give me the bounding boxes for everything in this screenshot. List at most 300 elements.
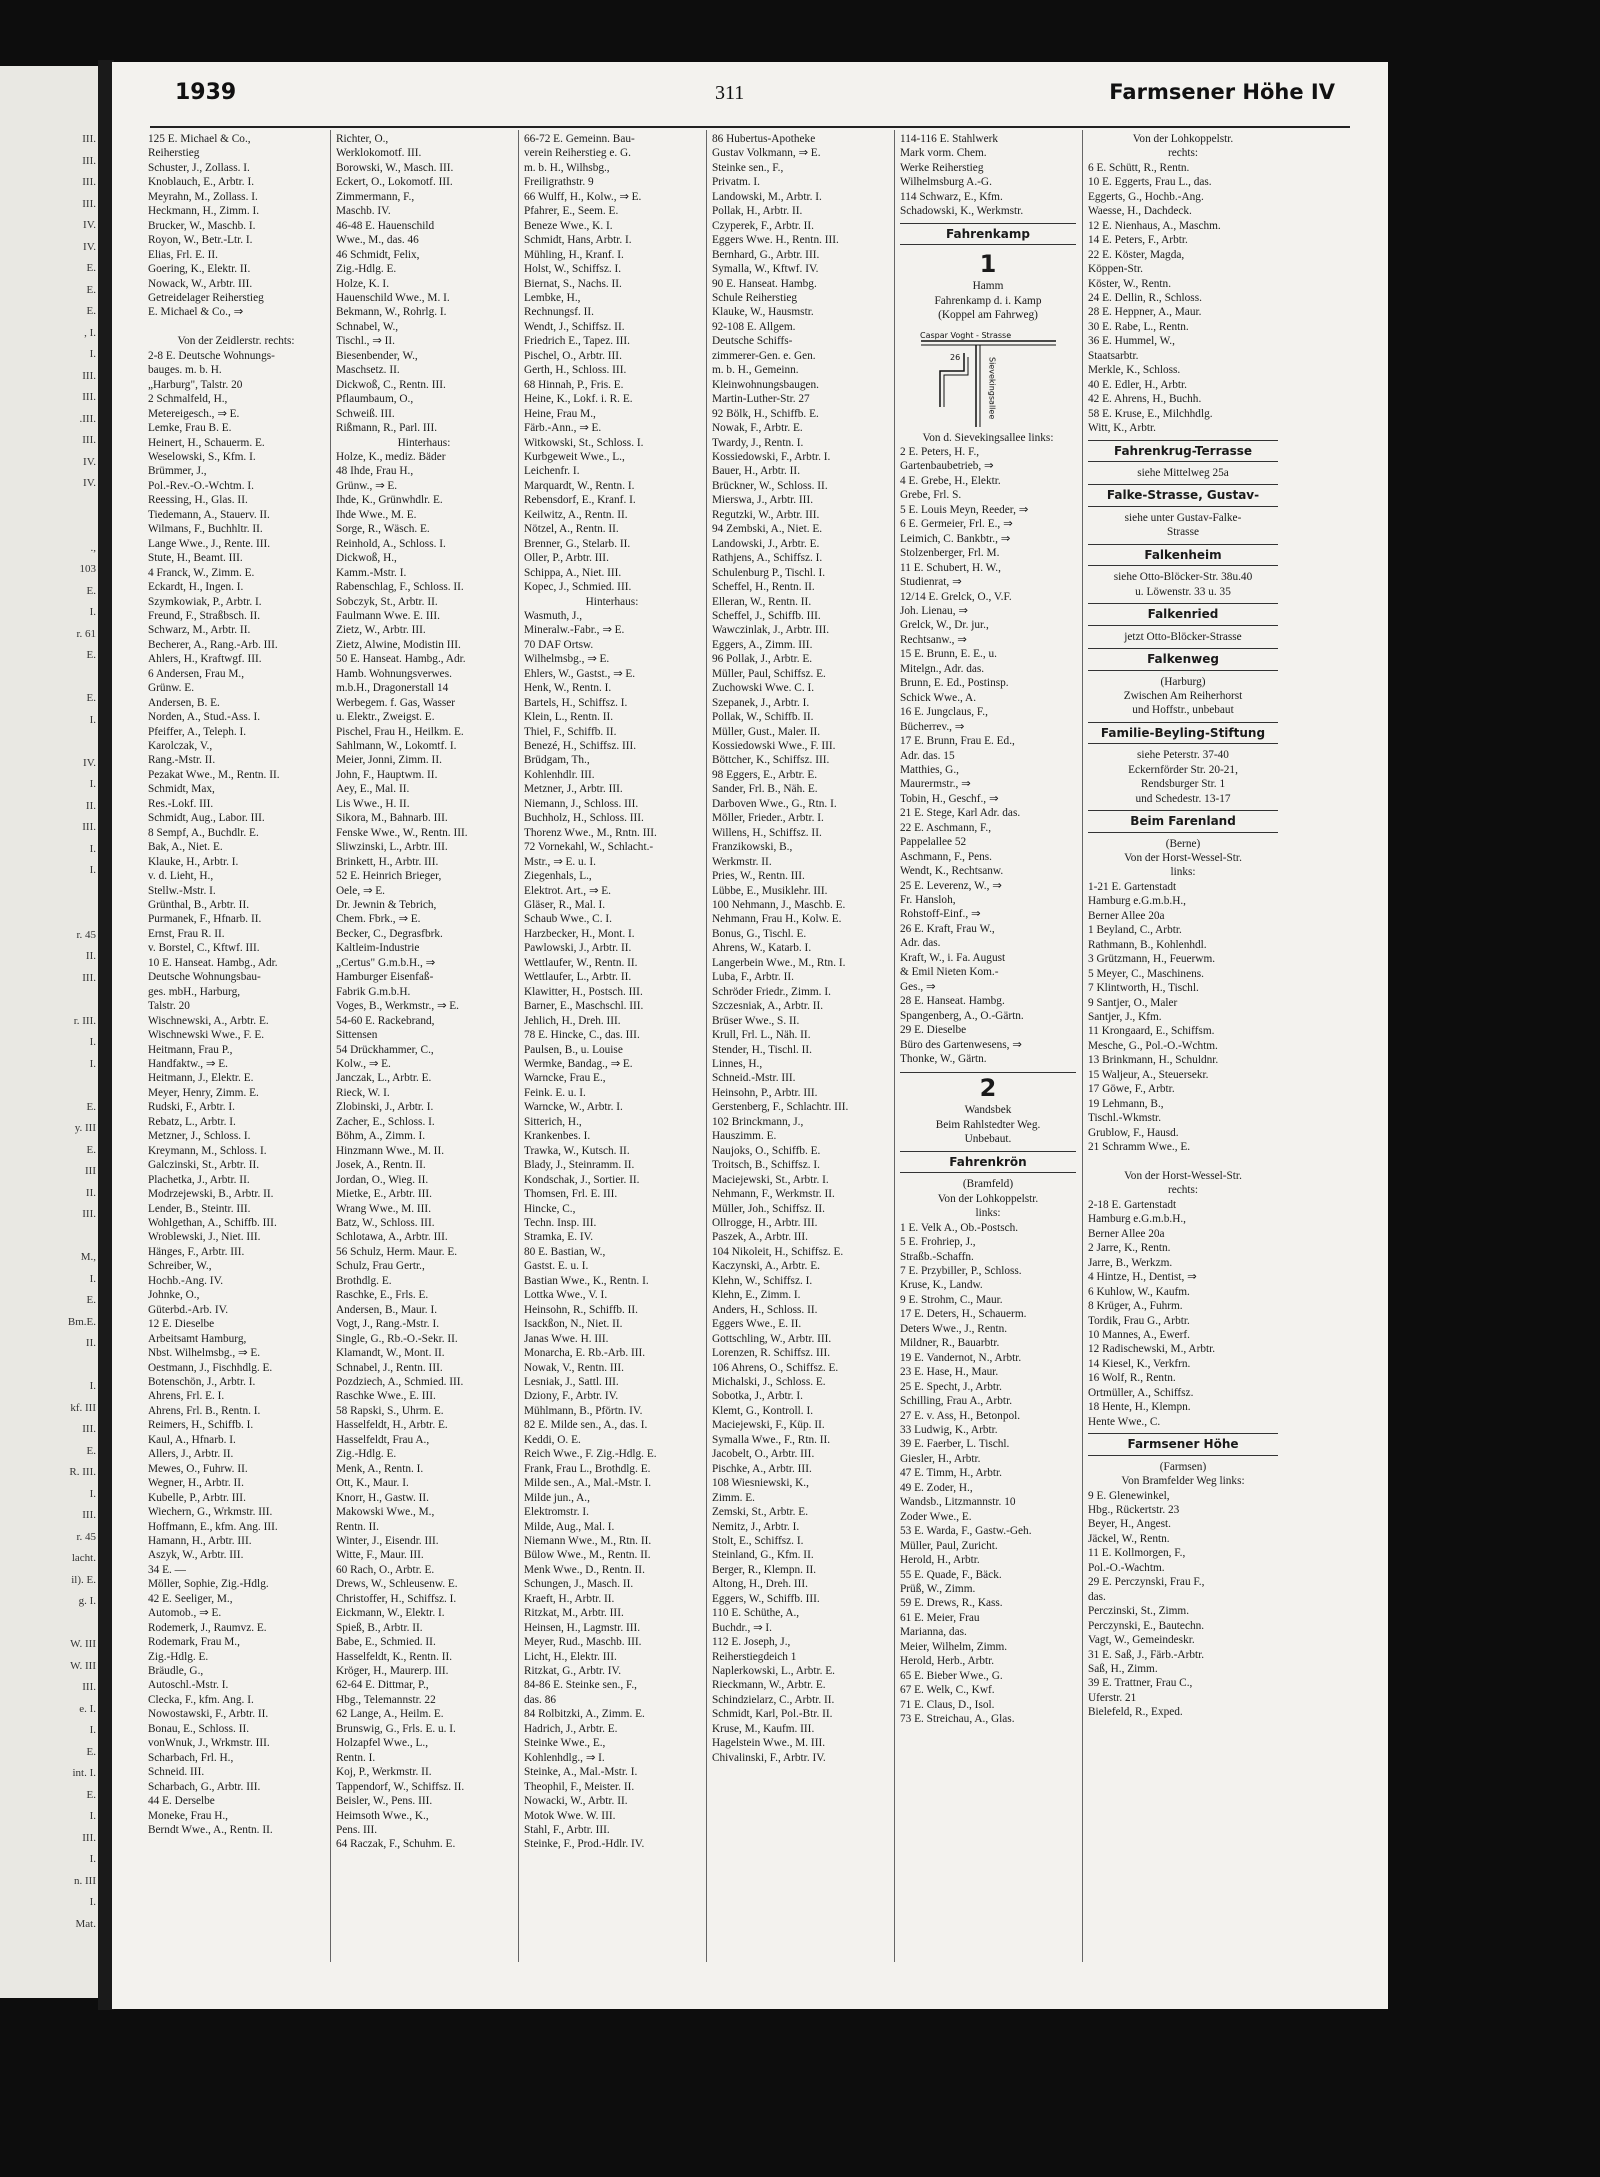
directory-entry: Ahrens, Frl. B., Rentn. I. [148,1404,261,1417]
directory-entry: Drews, W., Schleusenw. E. [336,1578,458,1591]
directory-entry: Waesse, H., Dachdeck. [1088,205,1192,218]
directory-entry: Uferstr. 21 [1088,1691,1137,1704]
directory-entry: 92-108 E. Allgem. [712,320,796,333]
directory-entry: Elektromstr. I. [524,1506,589,1519]
directory-entry: Mühling, H., Kranf. I. [524,248,624,261]
directory-entry: Grelck, W., Dr. jur., [900,619,989,632]
directory-entry: Tiedemann, A., Stauerv. II. [148,508,270,521]
directory-entry: v. Borstel, C., Kftwf. III. [148,942,260,955]
directory-entry: Techn. Insp. III. [524,1216,597,1229]
directory-entry: 60 Rach, O., Arbtr. E. [336,1563,435,1576]
directory-entry: m. b. H., Gemeinn. [712,364,799,377]
directory-entry: Heckmann, H., Zimm. I. [148,205,260,218]
directory-entry: Färb.-Ann., ⇒ E. [524,422,602,435]
prev-page-fragment: III. [82,369,96,382]
directory-entry: Leichenfr. I. [524,465,580,478]
farenland-entries [1088,851,1278,1429]
prev-page-fragment: II. [85,1337,96,1349]
wandsbek-note-2: Unbebaut. [964,1133,1012,1146]
directory-entry: Hincke, C., [524,1202,576,1215]
directory-entry: Sorge, R., Wäsch. E. [336,523,430,536]
directory-entry: Fenske Wwe., W., Rentn. III. [336,826,468,839]
directory-entry: 13 Brinkmann, H., Schuldnr. [1088,1054,1219,1067]
directory-entry: Nehmann, Frau H., Kolw. E. [712,913,842,926]
directory-entry: Res.-Lokf. III. [148,797,214,810]
directory-entry: Luba, F., Arbtr. II. [712,971,794,984]
directory-entry: Ziegenhals, L., [524,870,592,883]
directory-entry: 24 E. Dellin, R., Schloss. [1088,291,1202,304]
directory-entry: Perczinski, St., Zimm. [1088,1605,1190,1618]
directory-entry: Botenschön, J., Arbtr. I. [148,1375,256,1388]
directory-entry: 114-116 E. Stahlwerk [900,133,998,145]
directory-entry: Zimmermann, F., [336,190,415,203]
directory-entry: 27 E. v. Ass, H., Betonpol. [900,1409,1021,1422]
directory-entry: 3 Grützmann, H., Feuerwm. [1088,953,1216,966]
directory-entry: Ott, K., Maur. I. [336,1477,409,1490]
prev-page-fragment: IV. [83,219,96,231]
directory-entry: Jehlich, H., Dreh. III. [524,1014,621,1027]
directory-entry: Klawitter, H., Postsch. III. [524,985,643,998]
directory-entry: Wawczinlak, J., Arbtr. III. [712,624,830,637]
directory-entry: Borowski, W., Masch. III. [336,161,454,174]
directory-entry: Galczinski, St., Arbtr. II. [148,1159,260,1172]
directory-entry: Bauer, H., Arbtr. II. [712,465,801,478]
directory-entry: Perczynski, E., Bautechn. [1088,1619,1205,1632]
directory-entry: Hinterhaus: [397,436,451,449]
directory-entry: 33 Ludwig, K., Arbtr. [900,1423,998,1436]
directory-entry: Rudski, F., Arbtr. I. [148,1101,235,1114]
directory-entry: Reiherstieg [148,147,200,160]
directory-entry: 5 E. Frohriep, J., [900,1236,976,1249]
prev-page-fragment [93,1078,96,1092]
directory-entry: Biesenbender, W., [336,349,418,362]
directory-entry: 30 E. Rabe, L., Rentn. [1088,320,1189,333]
prev-page-fragment: E. [86,283,96,296]
directory-entry: 58 Rapski, S., Uhrm. E. [336,1404,444,1417]
directory-entry: 50 E. Hanseat. Hambg., Adr. [336,653,466,666]
directory-entry: Zig.-Hdlg. E. [336,263,397,276]
prev-page-fragment: E. [86,1444,96,1457]
directory-entry: Klamandt, W., Mont. II. [336,1347,445,1360]
cross-reference-title: Fahrenkrug-Terrasse [1088,440,1278,462]
directory-entry: Pozdziech, A., Schmied. III. [336,1375,464,1388]
prev-page-fragment: IV. [83,455,96,468]
directory-entry: Studienrat, ⇒ [900,576,962,589]
directory-entry: 19 Lehmann, B., [1088,1097,1164,1110]
directory-entry: Talstr. 20 [148,1000,190,1013]
column-divider [330,130,331,1962]
directory-entry: Holze, K. I. [336,277,390,290]
directory-entry: Marquardt, W., Rentn. I. [524,479,635,492]
directory-entry: Tordik, Frau G., Arbtr. [1088,1314,1190,1327]
directory-entry: Kohlenhdlr. III. [524,768,595,781]
directory-entry: Bielefeld, R., Exped. [1088,1706,1183,1719]
prev-page-fragment: 103 [79,563,96,575]
directory-entry: 65 E. Bieber Wwe., G. [900,1669,1003,1682]
prev-page-fragment [93,519,96,533]
directory-entry: Maciejewski, St., Arbtr. I. [712,1173,829,1186]
directory-entry: Linnes, H., [712,1058,763,1070]
directory-entry: Anders, H., Schloss. II. [712,1303,818,1316]
directory-entry: Zietz, Alwine, Modistin III. [336,638,461,651]
directory-entry: Marianna, das. [900,1626,967,1639]
prev-page-fragment: E. [86,649,96,661]
directory-entry: Stolt, E., Schiffsz. I. [712,1534,804,1547]
directory-entry: Eggers, A., Zimm. III. [712,638,813,651]
directory-entry: Hamb. Wohnungsverwes. [336,667,452,680]
directory-entry: Bülow Wwe., M., Rentn. II. [524,1549,651,1562]
directory-entry: 8 Sempf, A., Buchdlr. E. [148,826,259,839]
prev-page-fragment: III. [82,1831,96,1844]
cross-reference-title: Falkenried [1088,603,1278,625]
directory-entry: Keilwitz, A., Rentn. II. [524,508,628,521]
directory-entry: Voges, B., Werkmstr., ⇒ E. [336,1000,459,1013]
directory-entry: Adr. das. [900,937,941,950]
directory-entry: Maurermstr., ⇒ [900,778,971,791]
prev-page-fragment [93,1616,96,1630]
directory-entry: Rebatz, L., Arbtr. I. [148,1115,236,1128]
directory-entry: Joh. Lienau, ⇒ [900,604,968,617]
directory-entry: 2-8 E. Deutsche Wohnungs- [148,349,275,362]
directory-entry: 54 Drückhammer, C., [336,1043,434,1056]
directory-entry: Hamburg e.G.m.b.H., [1088,1213,1186,1226]
prev-page-fragment: ., [90,541,96,554]
directory-entry: Benezé, H., Schiffsz. III. [524,740,637,753]
cross-reference-note: siehe unter Gustav-Falke- [1124,511,1242,524]
directory-entry: Möller, Frieder., Arbtr. I. [712,812,824,825]
directory-entry: Schwarz, M., Arbtr. II. [148,624,251,637]
directory-entry: Kraft, W., i. Fa. August [900,951,1006,964]
directory-entry: 25 E. Specht, J., Arbtr. [900,1380,1002,1393]
map-label-sievekingsallee: Sievekingsallee [987,356,997,419]
directory-entry: Schindzielarz, C., Arbtr. II. [712,1693,835,1706]
directory-entry: Hasselfeldt, K., Rentn. II. [336,1650,453,1663]
map-label-26: 26 [950,352,961,362]
directory-entry: Nehmann, F., Werkmstr. II. [712,1188,835,1201]
directory-entry: Feink. E. u. I. [524,1086,586,1099]
directory-entry: Schick Wwe., A. [900,691,977,704]
directory-entry: Jordan, O., Wieg. II. [336,1173,429,1186]
prev-page-fragment: II. [85,1186,96,1199]
directory-entry: Schmidt, Aug., Labor. III. [148,812,265,825]
directory-entry: 49 E. Zoder, H., [900,1481,973,1494]
directory-entry: Schlotawa, A., Arbtr. III. [336,1231,448,1244]
directory-entry: bauges. m. b. H. [148,364,222,377]
prev-page-fragment: .III. [79,412,96,425]
directory-entry: Pischel, O., Arbtr. III. [524,349,622,362]
directory-entry: Jäckel, W., Rentn. [1088,1532,1170,1545]
column-2 [336,132,512,1962]
directory-entry: Nowacki, W., Arbtr. II. [524,1795,628,1808]
directory-entry: 5 Meyer, C., Maschinens. [1088,967,1204,980]
directory-entry: Heine, Frau M., [524,407,596,420]
directory-entry: Kreymann, M., Schloss. I. [148,1144,267,1157]
directory-entry: Rohstoff-Einf., ⇒ [900,908,981,921]
directory-entry: Scharbach, G., Arbtr. III. [148,1780,261,1793]
directory-entry: vonWnuk, J., Wrkmstr. III. [148,1737,270,1750]
directory-entry: Bücherrev., ⇒ [900,720,965,733]
directory-entry: ges. mbH., Harburg, [148,985,241,998]
prev-page-fragment: III. [82,434,96,446]
cross-reference-note: jetzt Otto-Blöcker-Strasse [1124,630,1242,643]
directory-entry: Heine, K., Lokf. i. R. E. [524,393,633,406]
prev-page-fragment [93,670,96,684]
directory-entry: 114 Schwarz, E., Kfm. [900,190,1003,203]
prev-page-fragment: r. 45 [76,928,96,941]
directory-entry: John, F., Hauptwm. II. [336,768,438,781]
directory-entry: Hamburg e.G.m.b.H., [1088,895,1186,908]
directory-entry: Wermke, Bandag., ⇒ E. [524,1058,633,1070]
directory-entry: Knoblauch, E., Arbtr. I. [148,176,255,189]
directory-entry: Brüdgam, Th., [524,754,590,767]
directory-entry: Schneid.-Mstr. III. [712,1072,796,1085]
directory-entry: Hochb.-Ang. IV. [148,1274,224,1287]
directory-entry: Mark vorm. Chem. [900,147,987,160]
directory-entry: „Harburg", Talstr. 20 [148,378,243,391]
district-name-wandsbek: Wandsbek [964,1104,1012,1117]
directory-entry: Rieckmann, W., Arbtr. E. [712,1679,826,1692]
fahrenkroen-entries [900,1192,1076,1727]
directory-entry: Rieck, W. I. [336,1086,390,1099]
directory-entry: Eggers Wwe., E. II. [712,1318,802,1331]
directory-entry: Kaul, A., Hfnarb. I. [148,1433,236,1446]
directory-entry: Müller, Gust., Maler. II. [712,725,821,738]
directory-entry: Böttcher, K., Schiffsz. III. [712,754,830,767]
directory-entry: Privatm. I. [712,176,761,189]
directory-entry: Steinke, F., Prod.-Hdlr. IV. [524,1838,645,1851]
directory-entry: 17 E. Brunn, Frau E. Ed., [900,735,1015,748]
directory-entry: Klehn, E., Zimm. I. [712,1289,801,1302]
directory-entry: Reinhold, A., Schloss. I. [336,537,446,550]
directory-entry: Maschsetz. II. [336,364,400,377]
directory-entry: Zlobinski, J., Arbtr. I. [336,1101,434,1114]
col5-top-entries [900,132,1076,219]
directory-entry: Möller, Sophie, Zig.-Hdlg. [148,1578,269,1591]
directory-entry: Dr. Jewnin & Tebrich, [336,899,437,912]
directory-entry: Tappendorf, W., Schiffsz. II. [336,1780,465,1793]
directory-entry: Paszek, A., Arbtr. III. [712,1231,809,1244]
directory-entry: 6 Kuhlow, W., Kaufm. [1088,1285,1190,1298]
prev-page-fragment: il). E. [71,1573,96,1586]
directory-entry: u. Elektr., Zweigst. E. [336,711,435,724]
directory-entry: Milde sen., A., Mal.-Mstr. I. [524,1477,652,1490]
prev-page-fragment: I. [89,864,96,876]
directory-entry: Zig.-Hdlg. E. [336,1448,397,1461]
directory-entry: Zacher, E., Schloss. I. [336,1115,435,1128]
directory-entry: 62 Lange, A., Heilm. E. [336,1708,444,1721]
directory-entry: Hänges, F., Arbtr. III. [148,1245,245,1258]
directory-entry: 9 E. Strohm, C., Maur. [900,1293,1003,1306]
directory-entry: Sahlmann, W., Lokomtf. I. [336,740,457,753]
directory-entry: zimmerer-Gen. e. Gen. [712,349,816,362]
directory-entry: Kossiedowski Wwe., F. III. [712,740,836,753]
directory-entry: Biernat, S., Nachs. II. [524,277,622,290]
directory-entry: Autoschl.-Mstr. I. [148,1679,229,1692]
directory-entry: 42 E. Ahrens, H., Buchh. [1088,393,1202,406]
directory-entry: Pezakat Wwe., M., Rentn. II. [148,768,280,781]
directory-entry: Mierswa, J., Arbtr. III. [712,494,814,507]
directory-entry: 1-21 E. Gartenstadt [1088,880,1177,893]
directory-entry: Bartels, H., Schiffsz. I. [524,696,628,709]
directory-entry: Deutsche Schiffs- [712,335,793,348]
directory-entry: Wischnewski, A., Arbtr. E. [148,1014,269,1027]
prev-page-fragment: Bm.E. [67,1315,96,1328]
directory-entry: Wroblewski, J., Niet. III. [148,1231,261,1244]
directory-entry: Grünthal, B., Arbtr. II. [148,899,250,912]
directory-entry: Berner Allee 20a [1088,909,1165,922]
directory-entry: 53 E. Warda, F., Gastw.-Geh. [900,1525,1032,1538]
directory-entry: Pfeiffer, A., Teleph. I. [148,725,247,738]
directory-entry: 71 E. Claus, D., Isol. [900,1698,995,1711]
directory-entry: Wilhelmsburg A.-G. [900,176,992,189]
directory-entry: Monarcha, E. Rb.-Arb. III. [524,1347,646,1360]
directory-entry: Mitelgn., Adr. das. [900,662,985,675]
directory-entry: Nowostawski, F., Arbtr. II. [148,1708,269,1721]
directory-entry: das. [1088,1590,1106,1603]
section-title-beim-farenland: Beim Farenland [1088,810,1278,832]
directory-entry: Czyperek, F., Arbtr. II. [712,219,815,232]
directory-entry: Heinsohn, R., Schiffb. II. [524,1303,639,1316]
prev-page-fragment [93,498,96,512]
directory-entry: Lembke, H., [524,291,581,304]
directory-entry: Steinke Wwe., E., [524,1737,606,1750]
directory-entry: Willens, H., Schiffsz. II. [712,826,822,839]
directory-entry: Elias, Frl. E. II. [148,248,218,261]
directory-entry: Wendt, J., Schiffsz. II. [524,320,625,333]
directory-entry: Deters Wwe., J., Rentn. [900,1322,1008,1335]
cross-reference-note: Zwischen Am Reiherhorst [1123,689,1243,702]
directory-entry: Grünw. E. [148,682,195,695]
directory-entry: Steinke, A., Mal.-Mstr. I. [524,1766,638,1779]
directory-entry: Maschb. IV. [336,205,391,218]
directory-entry: Eckardt, H., Ingen. I. [148,581,244,594]
prev-page-fragment: int. I. [72,1767,96,1779]
directory-entry: Schneid. III. [148,1766,205,1779]
directory-entry: Eggers Wwe. H., Rentn. III. [712,234,839,247]
prev-page-fragment: III. [82,1208,96,1220]
directory-entry: Rißmann, R., Parl. III. [336,422,438,435]
column-4 [712,132,888,1962]
directory-entry: Lemke, Frau B. E. [148,422,232,435]
directory-entry: 78 E. Hincke, C., das. III. [524,1029,640,1042]
section-title-fahrenkroen: Fahrenkrön [900,1151,1076,1173]
directory-entry: Winter, J., Eisendr. III. [336,1534,439,1547]
directory-entry: Rodemerk, J., Raumvz. E. [148,1621,267,1634]
prev-page-fragment: E. [86,692,96,704]
directory-entry: Zimm. E. [712,1491,755,1504]
farmsener-district: (Farmsen) [1159,1460,1207,1473]
directory-entry: Mildner, R., Bauarbtr. [900,1337,1000,1350]
prev-page-fragment: kf. III [70,1401,96,1414]
directory-entry: Klauke, H., Arbtr. I. [148,855,239,868]
directory-entry: Janas Wwe. H. III. [524,1332,609,1345]
column-1 [148,132,324,1962]
directory-entry: Rabenschlag, F., Schloss. II. [336,581,464,594]
directory-entry: Wettlaufer, L., Arbtr. II. [524,971,632,984]
directory-entry: Oestmann, J., Fischhdlg. E. [148,1361,273,1374]
directory-entry: Von der Horst-Wessel-Str. [1124,1170,1242,1182]
directory-entry: Meyer, Henry, Zimm. E. [148,1086,259,1099]
directory-entry: Naujoks, O., Schiffb. E. [712,1144,821,1157]
directory-entry: Mineralw.-Fabr., ⇒ E. [524,624,625,637]
directory-entry: 125 E. Michael & Co., [148,133,251,145]
prev-page-fragment: II. [85,950,96,962]
cross-reference-note: Eckernförder Str. 20-21, [1128,763,1238,776]
directory-entry: Kohlenhdlg., ⇒ I. [524,1751,605,1764]
directory-entry: Von der Lohkoppelstr. [1132,133,1234,145]
directory-entry: 18 Hente, H., Klempn. [1088,1401,1191,1414]
directory-entry: Ollrogge, H., Arbtr. III. [712,1216,818,1229]
directory-entry: 10 Mannes, A., Ewerf. [1088,1328,1190,1341]
directory-entry: 62-64 E. Dittmar, P., [336,1679,429,1692]
directory-entry: Barner, E., Maschschl. III. [524,1000,644,1013]
directory-entry: Dziony, F., Arbtr. IV. [524,1390,619,1403]
directory-entry: 52 E. Heinrich Brieger, [336,870,442,883]
directory-entry: Wiechern, G., Wrkmstr. III. [148,1506,273,1519]
directory-entry: Kamm.-Mstr. I. [336,566,407,579]
directory-entry: 6 Andersen, Frau M., [148,667,245,680]
fahrenkroen-district: (Bramfeld) [962,1178,1014,1191]
directory-entry: Faulmann Wwe. E. III. [336,609,440,622]
directory-entry: Sittensen [336,1029,378,1042]
directory-entry: Von Bramfelder Weg links: [1121,1475,1245,1488]
directory-entry: Tischl., ⇒ II. [336,335,395,348]
directory-entry: Twardy, J., Rentn. I. [712,436,804,449]
directory-entry: Frank, Frau L., Brothdlg. E. [524,1462,651,1475]
directory-entry: Berner Allee 20a [1088,1227,1165,1240]
directory-entry: 21 Schramm Wwe., E. [1088,1141,1191,1154]
directory-entry: Schmidt, Hans, Arbtr. I. [524,234,632,247]
fahrenkamp-note-2: (Koppel am Fahrweg) [938,309,1038,322]
directory-entry: Werbegem. f. Gas, Wasser [336,696,456,709]
prev-page-fragment: I. [89,1380,96,1392]
directory-entry: 1 Beyland, C., Arbtr. [1088,924,1182,937]
directory-entry: Pischel, Frau H., Heilkm. E. [336,725,464,738]
directory-entry: Babe, E., Schmied. II. [336,1636,436,1649]
cross-reference-title: Familie-Beyling-Stiftung [1088,722,1278,744]
directory-entry: 112 E. Joseph, J., [712,1636,791,1649]
district-name-hamm: Hamm [972,280,1004,293]
directory-entry: Hoffmann, E., kfm. Ang. III. [148,1520,278,1533]
directory-entry: Martin-Luther-Str. 27 [712,393,810,406]
directory-entry: 4 Hintze, H., Dentist, ⇒ [1088,1271,1197,1284]
directory-entry: 100 Nehmann, J., Maschb. E. [712,899,846,912]
directory-entry: Reessing, H., Glas. II. [148,494,248,507]
directory-entry: Kossiedowski, F., Arbtr. I. [712,450,831,463]
directory-entry: Thonke, W., Gärtn. [900,1053,987,1066]
prev-page-fragment: E. [86,1745,96,1758]
prev-page-fragment: III. [82,1423,96,1435]
directory-entry: Bak, A., Niet. E. [148,841,223,854]
directory-entry: 4 Franck, W., Zimm. E. [148,566,255,579]
directory-entry: Sliwzinski, L., Arbtr. III. [336,841,448,854]
directory-entry: Pollak, H., Arbtr. II. [712,205,803,218]
directory-entry: 11 E. Schubert, H. W., [900,561,1001,574]
directory-entry: Ahrens, Frl. E. I. [148,1390,225,1403]
directory-entry: Schweiß. III. [336,407,395,420]
directory-entry: Witte, F., Maur. III. [336,1549,424,1562]
cross-reference-note: und Schedestr. 13-17 [1135,792,1231,805]
directory-entry: 67 E. Welk, C., Kwf. [900,1684,995,1697]
directory-entry: Eickmann, W., Elektr. I. [336,1607,445,1620]
directory-entry: Josek, A., Rentn. II. [336,1159,426,1172]
directory-entry: 10 E. Hanseat. Hambg., Adr. [148,956,278,969]
directory-entry: Gerstenberg, F., Schlachtr. III. [712,1101,849,1114]
directory-entry: 86 Hubertus-Apotheke [712,133,816,145]
directory-entry: 8 Krüger, A., Fuhrm. [1088,1300,1183,1313]
directory-entry: 28 E. Hanseat. Hambg. [900,995,1005,1008]
prev-page-fragment: III. [82,1509,96,1521]
